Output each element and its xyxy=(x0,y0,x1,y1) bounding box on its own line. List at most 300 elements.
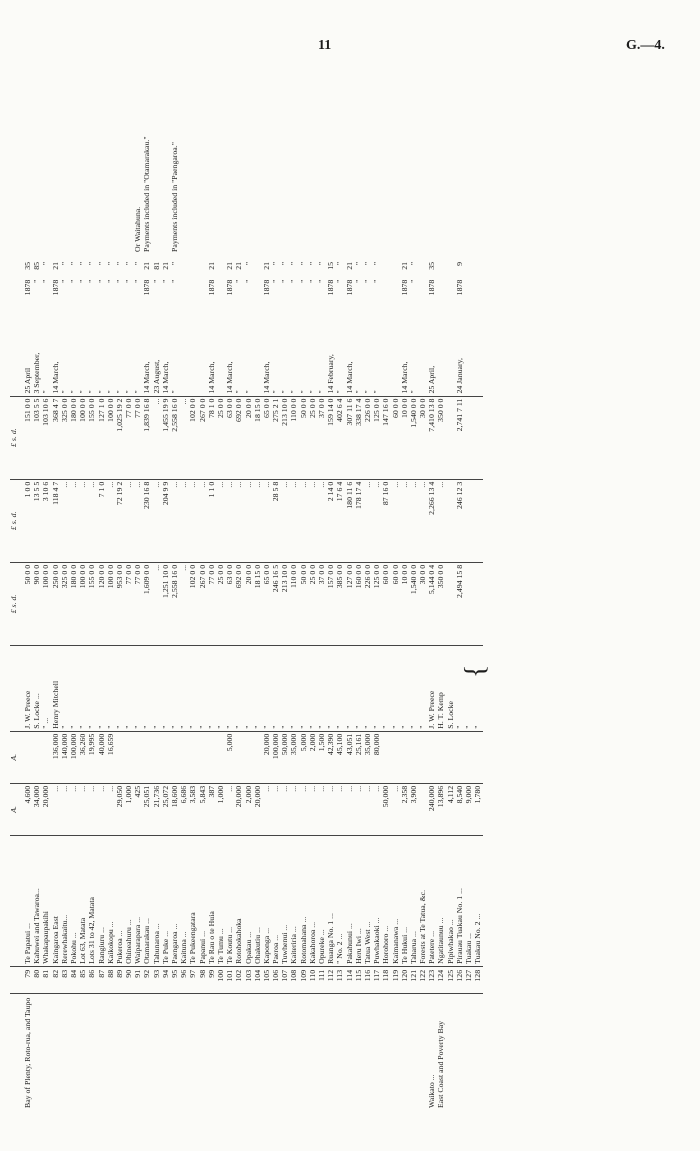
amount-expenses: 7 1 0 xyxy=(98,479,107,562)
remarks xyxy=(355,66,364,260)
date-paid: " xyxy=(298,390,308,394)
remarks xyxy=(373,66,382,260)
officer-name: J. W. Preece xyxy=(428,646,437,732)
area-crown: 9,000 xyxy=(465,783,474,835)
district-cell xyxy=(33,994,42,1110)
amount-total: 30 0 0 xyxy=(419,396,428,479)
amount-expenses: 118 4 7 xyxy=(52,479,61,562)
date-paid: " xyxy=(353,390,363,394)
lot-number: 107 xyxy=(281,966,290,994)
amount-expenses: ... xyxy=(318,479,327,562)
remarks xyxy=(281,66,290,260)
amount-expenses: ... xyxy=(290,479,299,562)
block-name: Ohakutiu ... xyxy=(254,835,263,966)
amount-expenses: ... xyxy=(61,479,70,562)
area-crown: 4,112 xyxy=(447,783,456,835)
area-other: 50,000 xyxy=(281,731,290,783)
year-paid: 1878 xyxy=(344,279,354,296)
reference-no: " xyxy=(298,261,308,266)
amount-paid: 1,251 10 0 xyxy=(162,562,171,645)
area-other: 5,000 xyxy=(226,731,235,783)
remarks xyxy=(318,66,327,260)
lot-number: 98 xyxy=(199,966,208,994)
amount-paid: 102 0 0 xyxy=(189,562,198,645)
date-paid xyxy=(474,305,483,396)
amount-expenses: ... xyxy=(180,479,189,562)
reference-no: 21 xyxy=(225,261,235,270)
date-paid: " xyxy=(280,390,290,394)
year-paid xyxy=(189,278,198,306)
area-other: 42,390 xyxy=(327,731,336,783)
date-paid: 14 March, xyxy=(142,361,152,394)
area-other xyxy=(245,731,254,783)
block-name: Rotohokahoka xyxy=(235,835,244,966)
reference-no: " xyxy=(280,261,290,266)
block-name: Paengaroa ... xyxy=(171,835,180,966)
remarks: Payments included in "Paengaroa." xyxy=(170,142,179,252)
year-paid: " xyxy=(335,279,345,283)
officer-name: " xyxy=(98,646,107,732)
block-name: Otamarakau ... xyxy=(143,835,152,966)
amount-paid: 77 0 0 xyxy=(134,562,143,645)
rotated-table-container xyxy=(10,65,680,1110)
date-paid: " xyxy=(372,390,382,394)
year-paid xyxy=(437,278,446,306)
area-crown: ... xyxy=(318,783,327,835)
amount-expenses: ... xyxy=(281,479,290,562)
district-cell xyxy=(336,994,345,1110)
amount-total xyxy=(465,396,474,479)
date-paid xyxy=(382,305,391,396)
officer-name: " xyxy=(410,646,419,732)
officer-name: " xyxy=(235,646,244,732)
officer-name: " xyxy=(162,646,171,732)
amount-paid: 155 0 0 xyxy=(88,562,97,645)
amount-paid: 18 15 0 xyxy=(254,562,263,645)
area-crown: ... xyxy=(309,783,318,835)
table-row xyxy=(474,66,483,1111)
year-paid: 1878 xyxy=(206,279,216,296)
area-other xyxy=(392,731,401,783)
amount-total: 78 1 0 xyxy=(208,396,217,479)
amount-expenses: ... xyxy=(88,479,97,562)
district-cell xyxy=(107,994,116,1110)
amount-expenses: ... xyxy=(401,479,410,562)
area-other: 40,000 xyxy=(98,731,107,783)
date-paid: " xyxy=(289,390,299,394)
area-crown: 1,780 xyxy=(474,783,483,835)
area-other xyxy=(456,731,465,783)
amount-expenses: 1 0 0 xyxy=(24,479,33,562)
date-paid: " xyxy=(271,390,281,394)
area-crown: 5,843 xyxy=(199,783,208,835)
amount-total xyxy=(474,396,483,479)
officer-name: " xyxy=(61,646,70,732)
reference-no: " xyxy=(243,261,253,266)
area-crown: ... xyxy=(263,783,272,835)
amount-paid: 110 0 0 xyxy=(290,562,299,645)
area-other: 19,995 xyxy=(88,731,97,783)
lot-number: 100 xyxy=(217,966,226,994)
amount-paid: 246 16 5 xyxy=(272,562,281,645)
area-crown: 34,000 xyxy=(33,783,42,835)
officer-name: " xyxy=(392,646,401,732)
lot-number: 102 xyxy=(235,966,244,994)
amount-paid: 63 0 0 xyxy=(226,562,235,645)
amount-paid: 267 0 0 xyxy=(199,562,208,645)
area-other xyxy=(125,731,134,783)
area-other xyxy=(134,731,143,783)
amount-total: 1,455 19 9 xyxy=(162,396,171,479)
block-name: Rerewhakaitu... xyxy=(61,835,70,966)
district-cell xyxy=(153,994,162,1110)
date-paid: 3 September, xyxy=(32,352,42,394)
officer-name: " xyxy=(456,646,465,732)
block-name: Tuakau ... xyxy=(465,835,474,966)
remarks xyxy=(465,66,474,260)
reference-no: " xyxy=(353,261,363,266)
officer-name: " xyxy=(143,646,152,732)
officer-name: " xyxy=(419,646,428,732)
date-paid: 14 March, xyxy=(399,361,409,394)
block-name: Pokohu ... xyxy=(70,835,79,966)
lot-number: 87 xyxy=(98,966,107,994)
amount-paid: 226 0 0 xyxy=(364,562,373,645)
amount-paid: 1,540 0 0 xyxy=(410,562,419,645)
reference-no: " xyxy=(362,261,372,266)
block-name: Tuwhenui ... xyxy=(281,835,290,966)
year-paid: " xyxy=(114,279,124,283)
reference-no: " xyxy=(78,261,88,266)
officer-name: " xyxy=(327,646,336,732)
officer-name: " xyxy=(107,646,116,732)
district-cell xyxy=(88,994,97,1110)
amount-total: 2,741 7 11 xyxy=(456,396,465,479)
amount-total: 25 0 0 xyxy=(309,396,318,479)
lot-number: 123 xyxy=(428,966,437,994)
brace-tuakau: { xyxy=(460,664,491,678)
amount-paid: 127 0 0 xyxy=(346,562,355,645)
reference-no: " xyxy=(59,261,69,266)
amount-paid: 325 0 0 xyxy=(61,562,70,645)
block-name: Te Koutu ... xyxy=(226,835,235,966)
block-name: Kaingaroa East xyxy=(52,835,61,966)
district-cell xyxy=(208,994,217,1110)
officer-name: " xyxy=(208,646,217,732)
block-name: Heru Iwi ... xyxy=(355,835,364,966)
remarks xyxy=(254,66,263,260)
area-crown: ... xyxy=(290,783,299,835)
district-cell xyxy=(79,994,88,1110)
remarks xyxy=(290,66,299,260)
district-cell xyxy=(245,994,254,1110)
amount-total: 63 0 0 xyxy=(226,396,235,479)
lot-number: 106 xyxy=(272,966,281,994)
date-paid: " xyxy=(234,390,244,394)
amount-total: 110 0 0 xyxy=(290,396,299,479)
lot-number: 116 xyxy=(364,966,373,994)
officer-name: H. T. Kemp xyxy=(437,646,446,732)
amount-paid: 250 0 0 xyxy=(52,562,61,645)
date-paid: " xyxy=(408,390,418,394)
block-name: Pirauau Tuakau No. 1 ... xyxy=(456,835,465,966)
district-cell xyxy=(290,994,299,1110)
area-other: 80,000 xyxy=(373,731,382,783)
reference-no: " xyxy=(317,261,326,266)
amount-expenses: 230 16 8 xyxy=(143,479,152,562)
amount-paid: 25 0 0 xyxy=(217,562,226,645)
amount-paid: 953 0 0 xyxy=(116,562,125,645)
reference-no xyxy=(465,260,474,278)
year-paid: " xyxy=(243,279,253,283)
amount-expenses: ... xyxy=(419,479,428,562)
remarks xyxy=(309,66,318,260)
amount-paid: 25 0 0 xyxy=(309,562,318,645)
amount-expenses: ... xyxy=(134,479,143,562)
amount-total: 60 0 0 xyxy=(392,396,401,479)
district-cell xyxy=(300,994,309,1110)
amount-expenses: ... xyxy=(373,479,382,562)
year-paid xyxy=(474,278,483,306)
area-crown: ... xyxy=(346,783,355,835)
district-cell xyxy=(98,994,107,1110)
amount-paid: 90 0 0 xyxy=(33,562,42,645)
money-unit-3: £ s. d. xyxy=(10,396,24,479)
area-other: 2,000 xyxy=(309,731,318,783)
lot-number: 118 xyxy=(382,966,391,994)
year-paid: " xyxy=(353,279,363,283)
remarks xyxy=(401,66,410,260)
district-cell xyxy=(134,994,143,1110)
lot-number: 105 xyxy=(263,966,272,994)
officer-name: " ... xyxy=(42,646,51,732)
amount-paid: 350 0 0 xyxy=(437,562,446,645)
reference-no: 21 xyxy=(344,261,354,270)
block-name: " No. 2 ... xyxy=(336,835,345,966)
block-name: Lots 31 to 42, Matata xyxy=(88,835,97,966)
area-other xyxy=(189,731,198,783)
block-name: Rangiuru ... xyxy=(98,835,107,966)
lot-number: 88 xyxy=(107,966,116,994)
area-other xyxy=(382,731,391,783)
year-paid: " xyxy=(78,279,88,283)
lot-number: 82 xyxy=(52,966,61,994)
year-paid xyxy=(180,278,189,306)
year-paid: 1878 xyxy=(454,279,464,296)
reference-no: " xyxy=(114,261,124,266)
officer-name: " xyxy=(199,646,208,732)
year-paid: 1878 xyxy=(427,279,437,296)
date-paid: " xyxy=(114,390,124,394)
area-other xyxy=(171,731,180,783)
officer-name: " xyxy=(364,646,373,732)
district-cell xyxy=(125,994,134,1110)
officer-name: " xyxy=(189,646,198,732)
lot-number: 96 xyxy=(180,966,189,994)
amount-total: 155 0 0 xyxy=(88,396,97,479)
district-cell xyxy=(272,994,281,1110)
date-paid: " xyxy=(317,390,326,394)
amount-paid: 30 0 0 xyxy=(419,562,428,645)
lot-number: 127 xyxy=(465,966,474,994)
area-crown: ... xyxy=(336,783,345,835)
area-other xyxy=(208,731,217,783)
reference-no xyxy=(382,260,391,278)
area-other: 43,051 xyxy=(346,731,355,783)
lot-number: 89 xyxy=(116,966,125,994)
amount-expenses: ... xyxy=(217,479,226,562)
area-crown: ... xyxy=(355,783,364,835)
remarks xyxy=(410,66,419,260)
amount-total: 125 0 0 xyxy=(373,396,382,479)
area-other: 45,100 xyxy=(336,731,345,783)
area-other: 136,000 xyxy=(52,731,61,783)
lot-number: 95 xyxy=(171,966,180,994)
amount-expenses: 178 17 4 xyxy=(355,479,364,562)
amount-paid: 160 0 0 xyxy=(355,562,364,645)
reference-no: " xyxy=(408,261,418,266)
remarks xyxy=(199,66,208,260)
amount-paid: 37 0 0 xyxy=(318,562,327,645)
officer-name: " xyxy=(134,646,143,732)
area-crown: 25,051 xyxy=(143,783,152,835)
district-cell xyxy=(254,994,263,1110)
district-cell: Bay of Plenty, Roto-rua, and Taupo xyxy=(24,994,33,1110)
officer-name: " xyxy=(290,646,299,732)
amount-expenses: 87 16 0 xyxy=(382,479,391,562)
amount-expenses: 2,266 13 4 xyxy=(428,479,437,562)
area-crown: 2,358 xyxy=(401,783,410,835)
remarks: Payments included in "Otamarakau." xyxy=(142,136,152,252)
area-crown: 3,583 xyxy=(189,783,198,835)
amount-paid: 385 0 0 xyxy=(336,562,345,645)
reference-no: " xyxy=(96,261,106,266)
amount-paid: 125 0 0 xyxy=(373,562,382,645)
block-name: Ngatitaunuu ... xyxy=(437,835,446,966)
amount-paid: 100 0 0 xyxy=(107,562,116,645)
area-other: 100,000 xyxy=(70,731,79,783)
remarks xyxy=(116,66,125,260)
amount-paid xyxy=(474,562,483,645)
lot-number: 103 xyxy=(245,966,254,994)
amount-total: 10 0 0 xyxy=(401,396,410,479)
district-cell xyxy=(465,994,474,1110)
lot-number: 104 xyxy=(254,966,263,994)
area-crown: ... xyxy=(61,783,70,835)
officer-name: " xyxy=(116,646,125,732)
block-name: Te Hukui ... xyxy=(401,835,410,966)
amount-total: 100 0 0 xyxy=(79,396,88,479)
lot-number: 122 xyxy=(419,966,428,994)
area-other xyxy=(447,731,456,783)
amount-paid: 50 0 0 xyxy=(300,562,309,645)
lot-number: 111 xyxy=(318,966,327,994)
lot-number: 128 xyxy=(474,966,483,994)
year-paid: 1878 xyxy=(399,279,409,296)
reference-no: 35 xyxy=(23,261,32,270)
area-crown: 8,540 xyxy=(456,783,465,835)
area-other xyxy=(428,731,437,783)
amount-expenses: ... xyxy=(125,479,134,562)
amount-paid: 120 0 0 xyxy=(98,562,107,645)
area-other xyxy=(474,731,483,783)
lot-number: 84 xyxy=(70,966,79,994)
amount-paid: 213 10 0 xyxy=(281,562,290,645)
table-body xyxy=(10,66,483,1111)
date-paid xyxy=(189,305,198,396)
amount-paid: 10 0 0 xyxy=(401,562,410,645)
area-other: 20,000 xyxy=(263,731,272,783)
area-other: 35,000 xyxy=(364,731,373,783)
year-paid: " xyxy=(298,279,308,283)
year-paid: 1878 xyxy=(23,279,32,296)
area-other: 1,500 xyxy=(318,731,327,783)
officer-name: " xyxy=(336,646,345,732)
block-name: Te Puke ... xyxy=(162,835,171,966)
amount-expenses: ... xyxy=(410,479,419,562)
year-paid: " xyxy=(317,279,326,283)
reference-no: 35 xyxy=(427,261,437,270)
amount-total: 350 0 0 xyxy=(437,396,446,479)
block-name: Tatua West ... xyxy=(364,835,373,966)
reference-no xyxy=(180,260,189,278)
lot-number: 121 xyxy=(410,966,419,994)
remarks xyxy=(300,66,309,260)
block-name: Forests at Te Tatua, &c. xyxy=(419,835,428,966)
reference-no: " xyxy=(124,261,134,266)
lot-number: 119 xyxy=(392,966,401,994)
year-paid: " xyxy=(124,279,134,283)
area-crown: 3,900 xyxy=(410,783,419,835)
amount-total: 7,410 13 8 xyxy=(428,396,437,479)
block-name: Te Pukeengatara xyxy=(189,835,198,966)
year-paid: " xyxy=(362,279,372,283)
reference-no: " xyxy=(372,261,382,266)
block-name: Patetere ... xyxy=(428,835,437,966)
date-paid: 14 February, xyxy=(326,354,336,394)
area-other xyxy=(33,731,42,783)
amount-total: 692 0 0 xyxy=(235,396,244,479)
officer-name: " xyxy=(318,646,327,732)
amount-paid: 2,558 16 0 xyxy=(171,562,180,645)
officer-name: " xyxy=(153,646,162,732)
amount-paid: 180 0 0 xyxy=(70,562,79,645)
block-name: Te Papatui ... xyxy=(24,835,33,966)
remarks xyxy=(217,66,226,260)
amount-expenses xyxy=(465,479,474,562)
area-other: 16,659 xyxy=(107,731,116,783)
amount-paid: ... xyxy=(180,562,189,645)
amount-total: 20 0 0 xyxy=(245,396,254,479)
block-name: Horohoro ... xyxy=(382,835,391,966)
district-cell xyxy=(410,994,419,1110)
district-cell xyxy=(42,994,51,1110)
block-name: Kaponga ... xyxy=(263,835,272,966)
reference-no: 15 xyxy=(326,261,336,270)
amount-total: 159 14 0 xyxy=(327,396,336,479)
lot-number: 93 xyxy=(153,966,162,994)
area-crown: 1,000 xyxy=(125,783,134,835)
officer-name: " xyxy=(309,646,318,732)
officer-name: Henry Mitchell xyxy=(52,646,61,732)
officer-name: " xyxy=(70,646,79,732)
year-paid: " xyxy=(280,279,290,283)
year-paid: " xyxy=(133,279,143,283)
lot-number: 115 xyxy=(355,966,364,994)
remarks xyxy=(245,66,254,260)
date-paid: 14 March, xyxy=(225,361,235,394)
remarks xyxy=(226,66,235,260)
